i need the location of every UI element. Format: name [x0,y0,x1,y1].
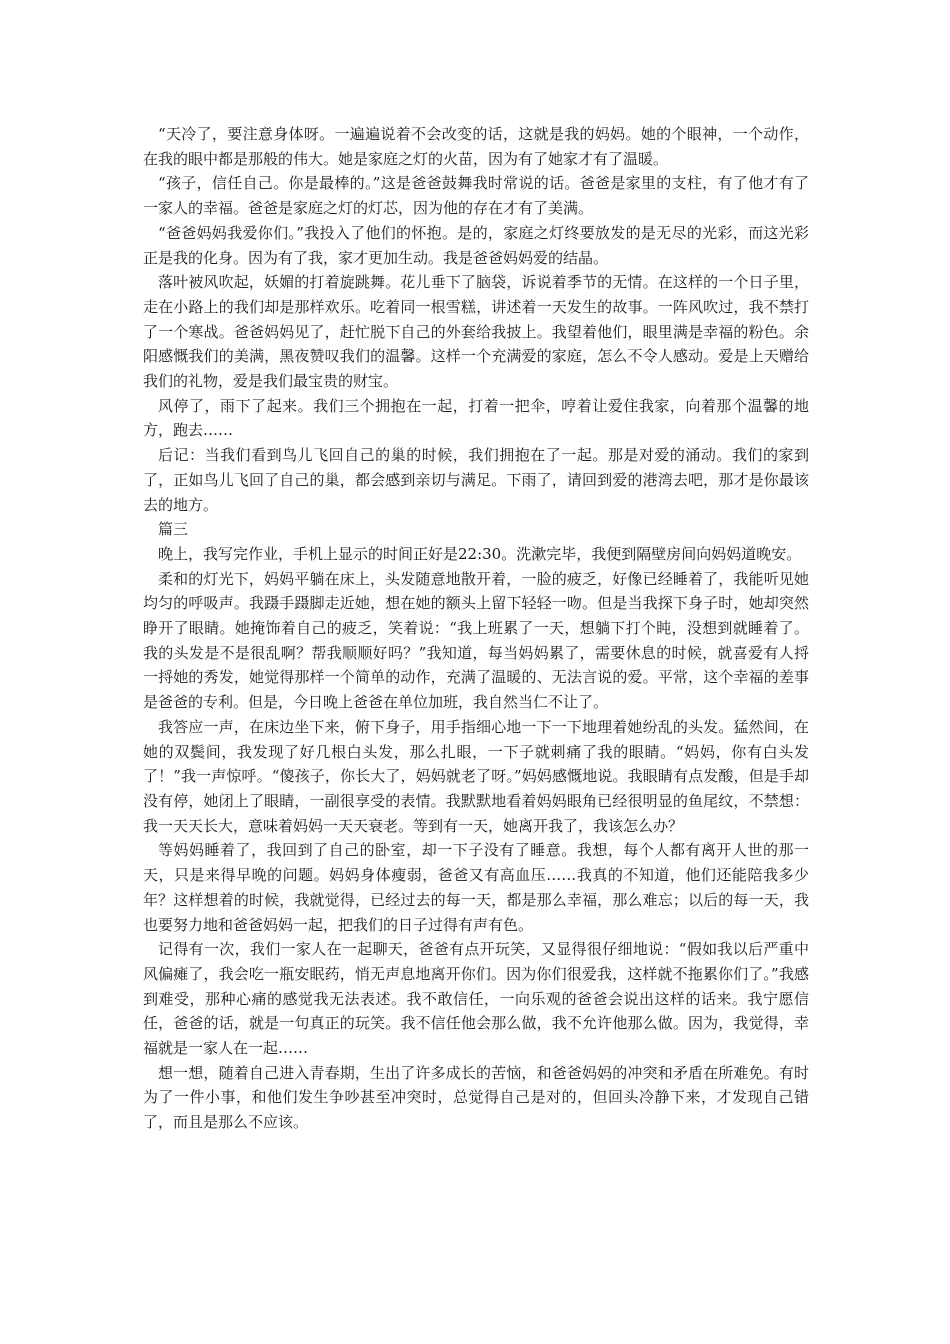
paragraph: 晚上，我写完作业，手机上显示的时间正好是22:30。洗漱完毕，我便到隔壁房间向妈妈道晚安。 [158,544,802,563]
paragraph: 我答应一声，在床边坐下来，俯下身子，用手指细心地一下一下地理着她纷乱的头发。猛然间，在她的双鬓间，我发现了好几根白头发，那么扎眼，一下子就刺痛了我的眼睛。“妈妈，你有白头发了！”我一声惊呼。“傻孩子，你长大了，妈妈就老了呀。”妈妈感慨地说。我眼睛有点发酸，但是手却没有停，她闭上了眼睛，一副很享受的表情。我默默地看着妈妈眼角已经很明显的鱼尾纹，不禁想：我一天天长大，意味着妈妈一天天衰老。等到有一天，她离开我了，我该怎么办？ [143,717,809,835]
paragraph: “爸爸妈妈我爱你们。”我投入了他们的怀抱。是的，家庭之灯终要放发的是无尽的光彩，而这光彩正是我的化身。因为有了我，家才更加生动。我是爸爸妈妈爱的结晶。 [143,223,809,267]
paragraph: “孩子，信任自己。你是最棒的。”这是爸爸鼓舞我时常说的话。爸爸是家里的支柱，有了他才有了一家人的幸福。爸爸是家庭之灯的灯芯，因为他的存在才有了美满。 [143,174,809,218]
paragraph: “天冷了，要注意身体呀。一遍遍说着不会改变的话，这就是我的妈妈。她的个眼神，一个动作，在我的眼中都是那般的伟大。她是家庭之灯的火苗，因为有了她家才有了温暖。 [143,125,809,168]
paragraph: 风停了，雨下了起来。我们三个拥抱在一起，打着一把伞，哼着让爱住我家，向着那个温馨的地方，跑去…… [143,396,809,440]
section-heading: 篇三 [158,520,189,539]
paragraph: 后记：当我们看到鸟儿飞回自己的巢的时候，我们拥抱在了一起。那是对爱的涌动。我们的家到了，正如鸟儿飞回了自己的巢，都会感到亲切与满足。下雨了，请回到爱的港湾去吧，那才是你最该去的地方。 [143,446,809,514]
document-body [143,122,809,1135]
paragraph: 记得有一次，我们一家人在一起聊天，爸爸有点开玩笑，又显得很仔细地说：“假如我以后严重中风偏瘫了，我会吃一瓶安眠药，悄无声息地离开你们。因为你们很爱我，这样就不拖累你们了。”我感到难受，那种心痛的感觉我无法表述。我不敢信任，一向乐观的爸爸会说出这样的话来。我宁愿信任，爸爸的话，就是一句真正的玩笑。我不信任他会那么做，我不允许他那么做。因为，我觉得，幸福就是一家人在一起…… [143,940,809,1058]
paragraph: 柔和的灯光下，妈妈平躺在床上，头发随意地散开着，一脸的疲乏，好像已经睡着了，我能听见她均匀的呼吸声。我蹑手蹑脚走近她，想在她的额头上留下轻轻一吻。但是当我探下身子时，她却突然睁开了眼睛。她掩饰着自己的疲乏，笑着说：“我上班累了一天，想躺下打个盹，没想到就睡着了。我的头发是不是很乱啊？帮我顺顺好吗？”我知道，每当妈妈累了，需要休息的时候，就喜爱有人捋一捋她的秀发，她觉得那样一个简单的动作，充满了温暖的、无法言说的爱。平常，这个幸福的差事是爸爸的专利。但是，今日晚上爸爸在单位加班，我自然当仁不让了。 [143,569,809,712]
paragraph: 落叶被风吹起，妖媚的打着旋跳舞。花儿垂下了脑袋，诉说着季节的无情。在这样的一个日子里，走在小路上的我们却是那样欢乐。吃着同一根雪糕，讲述着一天发生的故事。一阵风吹过，我不禁打了一个寒战。爸爸妈妈见了，赶忙脱下自己的外套给我披上。我望着他们，眼里满是幸福的粉色。余阳感慨我们的美满，黑夜赞叹我们的温馨。这样一个充满爱的家庭，怎么不令人感动。爱是上天赠给我们的礼物，爱是我们最宝贵的财宝。 [143,273,809,391]
paragraph: 等妈妈睡着了，我回到了自己的卧室，却一下子没有了睡意。我想，每个人都有离开人世的那一天，只是来得早晚的问题。妈妈身体瘦弱，爸爸又有高血压……我真的不知道，他们还能陪我多少年？这样想着的时候，我就觉得，已经过去的每一天，都是那么幸福，那么难忘；以后的每一天，我也要努力地和爸爸妈妈一起，把我们的日子过得有声有色。 [143,841,809,934]
paragraph: 想一想，随着自己进入青春期，生出了许多成长的苦恼，和爸爸妈妈的冲突和矛盾在所难免。有时为了一件小事，和他们发生争吵甚至冲突时，总觉得自己是对的，但回头冷静下来，才发现自己错了，而且是那么不应该。 [143,1063,809,1132]
